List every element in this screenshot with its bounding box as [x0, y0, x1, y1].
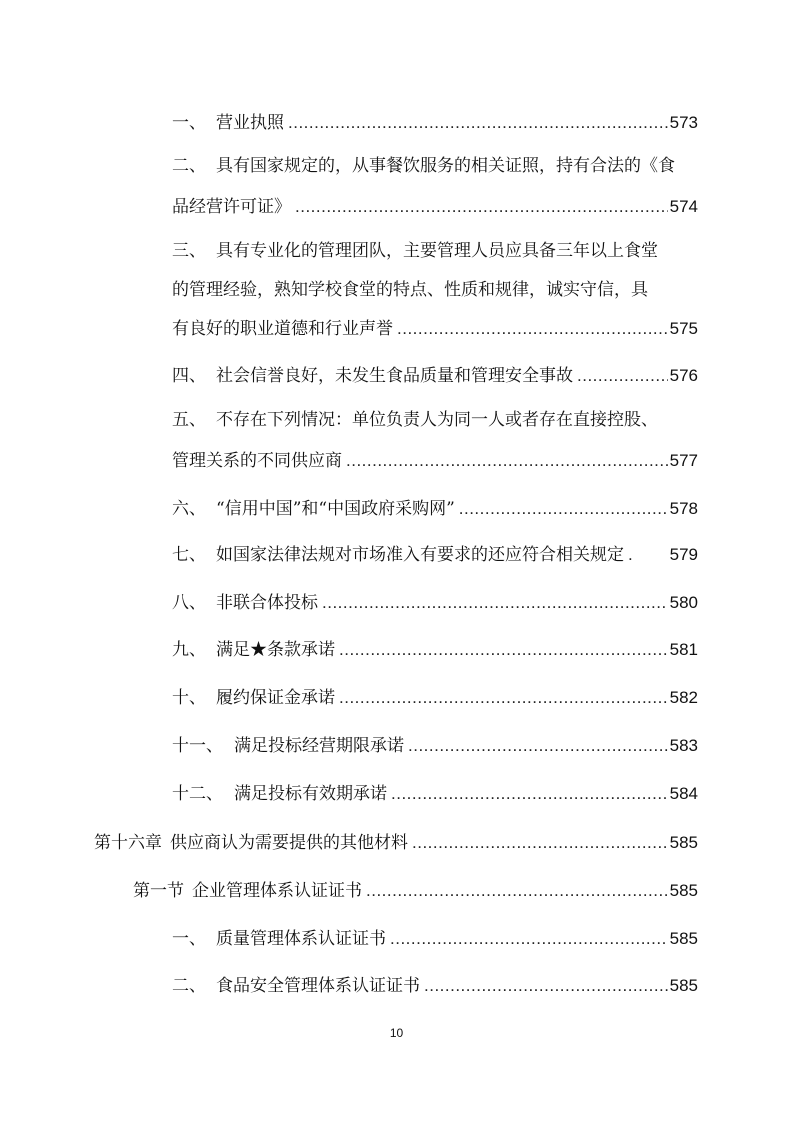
toc-entry-title: 供应商认为需要提供的其他材料	[170, 833, 408, 853]
toc-entry-page: 585	[669, 976, 698, 995]
toc-entry-title: 满足投标经营期限承诺	[234, 736, 404, 756]
toc-entry[interactable]	[172, 591, 698, 615]
toc-entry[interactable]	[172, 543, 698, 567]
toc-entry[interactable]	[172, 111, 698, 135]
toc-entry[interactable]	[172, 364, 698, 388]
toc-entry-number: 九、	[172, 640, 206, 660]
toc-leader-dots	[346, 449, 668, 473]
toc-entry-title-line: 的管理经验，熟知学校食堂的特点、性质和规律，诚实守信，具	[172, 280, 648, 300]
toc-entry-number: 十、	[172, 688, 206, 708]
toc-entry[interactable]	[172, 686, 698, 710]
toc-leader-dots	[366, 879, 668, 903]
toc-entry-page: 581	[669, 640, 698, 659]
toc-entry-page: 582	[669, 688, 698, 707]
toc-entry-number: 第十六章	[94, 833, 162, 853]
toc-section-entry[interactable]	[133, 879, 698, 903]
toc-entry-page: 574	[669, 197, 698, 216]
toc-entry[interactable]	[172, 974, 698, 998]
toc-entry[interactable]	[172, 497, 698, 521]
toc-entry-title-line: 有良好的职业道德和行业声誉	[172, 319, 393, 339]
toc-entry-title: 企业管理体系认证证书	[192, 881, 362, 901]
toc-entry-title: 营业执照	[216, 113, 284, 133]
toc-entry-page: 575	[669, 319, 698, 338]
toc-entry[interactable]	[172, 734, 698, 758]
toc-entry-page: 584	[669, 784, 698, 803]
toc-entry-line	[172, 154, 675, 178]
toc-entry-line	[172, 408, 658, 432]
toc-entry-title-line: 具有专业化的管理团队，主要管理人员应具备三年以上食堂	[216, 241, 658, 261]
toc-chapter-entry[interactable]	[94, 831, 698, 855]
toc-entry-number: 一、	[172, 929, 206, 949]
toc-entry-title-line: 管理关系的不同供应商	[172, 451, 342, 471]
toc-entry-page: 580	[669, 593, 698, 612]
toc-leader-dots	[424, 974, 668, 998]
toc-entry-number: 十二、	[172, 784, 223, 804]
toc-leader-dots	[459, 497, 668, 521]
toc-entry-number: 五、	[172, 410, 206, 430]
toc-entry-number: 二、	[172, 976, 206, 996]
toc-entry-number: 第一节	[133, 881, 184, 901]
toc-entry-title: 食品安全管理体系认证证书	[216, 976, 420, 996]
toc-leader-dots	[288, 111, 668, 135]
toc-entry[interactable]	[172, 782, 698, 806]
toc-entry-page: 583	[669, 736, 698, 755]
toc-entry-number: 六、	[172, 499, 206, 519]
toc-entry-title-line: 不存在下列情况：单位负责人为同一人或者存在直接控股、	[216, 410, 658, 430]
toc-entry[interactable]	[172, 927, 698, 951]
toc-leader-dots	[339, 686, 668, 710]
toc-leader-dots	[322, 591, 668, 615]
toc-leader-dots	[339, 638, 668, 662]
toc-entry-page: 573	[669, 113, 698, 132]
toc-entry-page: 585	[669, 833, 698, 852]
toc-entry-number: 四、	[172, 366, 206, 386]
toc-entry-title: “信用中国”和“中国政府采购网”	[216, 499, 455, 519]
toc-leader-dots	[295, 195, 668, 219]
toc-entry-title: 质量管理体系认证证书	[216, 929, 386, 949]
toc-entry-title-line: 品经营许可证》	[172, 197, 291, 217]
toc-entry[interactable]	[172, 195, 698, 219]
toc-leader-dots	[391, 782, 668, 806]
toc-leader-dots	[397, 317, 668, 341]
toc-entry[interactable]	[172, 317, 698, 341]
toc-leader-dots	[408, 734, 668, 758]
toc-entry-number: 十一、	[172, 736, 223, 756]
toc-entry-title: 社会信誉良好，未发生食品质量和管理安全事故	[216, 366, 573, 386]
toc-entry-number: 三、	[172, 241, 206, 261]
toc-entry-line	[172, 239, 658, 263]
toc-entry-title: 满足投标有效期承诺	[234, 784, 387, 804]
toc-entry-number: 七、	[172, 545, 206, 565]
toc-entry-title: 非联合体投标	[216, 593, 318, 613]
toc-entry[interactable]	[172, 638, 698, 662]
toc-entry-number: 二、	[172, 156, 206, 176]
toc-entry-line	[172, 278, 648, 302]
toc-entry-page: 577	[669, 451, 698, 470]
toc-entry-title-line: 具有国家规定的，从事餐饮服务的相关证照，持有合法的《食	[216, 156, 675, 176]
toc-entry-page: 576	[669, 366, 698, 385]
toc-entry-number: 八、	[172, 593, 206, 613]
toc-entry-number: 一、	[172, 113, 206, 133]
toc-entry-title: 履约保证金承诺	[216, 688, 335, 708]
page-number: 10	[389, 1026, 404, 1040]
toc-leader-dots	[628, 543, 632, 567]
toc-leader-dots	[390, 927, 668, 951]
toc-entry-page: 585	[669, 881, 698, 900]
toc-entry-page: 579	[669, 545, 698, 564]
toc-leader-dots	[412, 831, 668, 855]
toc-entry-page: 585	[669, 929, 698, 948]
toc-entry-page: 578	[669, 499, 698, 518]
toc-leader-dots	[577, 364, 668, 388]
toc-entry[interactable]	[172, 449, 698, 473]
toc-entry-title: 如国家法律法规对市场准入有要求的还应符合相关规定	[216, 545, 624, 565]
toc-entry-title: 满足★条款承诺	[216, 640, 335, 660]
